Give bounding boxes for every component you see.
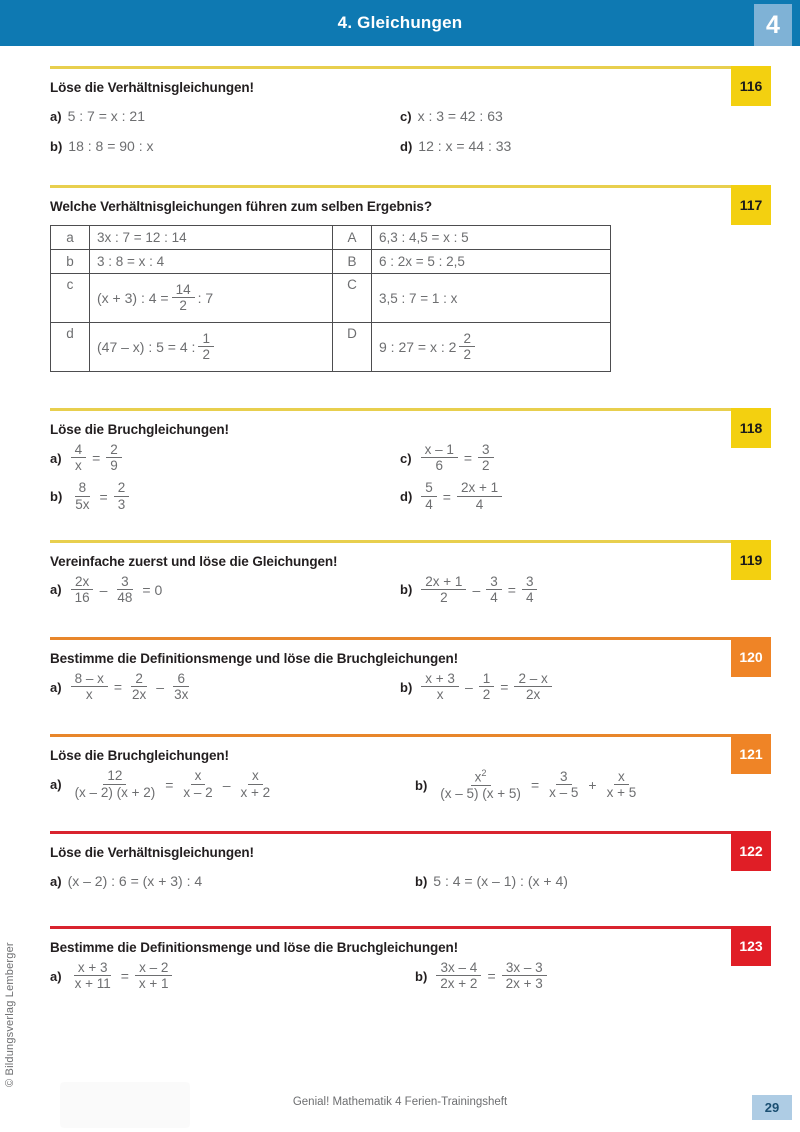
denominator: x xyxy=(85,687,93,703)
fraction xyxy=(486,575,502,605)
denominator: 4 xyxy=(425,496,433,512)
numerator: 8 xyxy=(75,481,91,496)
numerator: 14 xyxy=(172,283,195,298)
denominator: 2 xyxy=(482,687,491,703)
exercise-123 xyxy=(50,926,770,991)
fraction xyxy=(522,575,538,605)
item-d xyxy=(400,481,750,511)
item-b xyxy=(50,131,400,161)
exercise-prompt: Löse die Bruchgleichungen! xyxy=(50,422,229,437)
copyright-vertical-text: © Bildungsverlag Lemberger xyxy=(4,942,16,1087)
page-title: 4. Gleichungen xyxy=(337,13,463,32)
equals-sign: = xyxy=(99,488,108,505)
fraction xyxy=(179,769,216,799)
numerator: 5 xyxy=(421,481,437,496)
row-key-left: b xyxy=(51,250,90,274)
denominator: 2x + 2 xyxy=(440,976,478,992)
item-row xyxy=(50,131,770,161)
exercise-prompt: Löse die Verhältnisgleichungen! xyxy=(50,845,254,861)
denominator: 48 xyxy=(117,589,133,605)
row-key-right: D xyxy=(333,323,372,372)
fraction xyxy=(113,575,136,605)
fraction xyxy=(421,481,437,511)
table-row xyxy=(51,323,611,372)
numerator: 3 xyxy=(486,575,502,590)
exercise-117 xyxy=(50,185,770,372)
item-label: d) xyxy=(400,138,413,154)
item-expression xyxy=(433,961,550,991)
item-b xyxy=(50,481,400,511)
item-a xyxy=(50,961,415,991)
minus-sign: – xyxy=(156,679,165,696)
item-expression xyxy=(68,443,125,473)
row-value-left xyxy=(90,323,333,372)
expr-part: 9 : 27 = x : 2 xyxy=(379,339,457,355)
fraction xyxy=(71,481,93,511)
exercise-prompt: Bestimme die Definitionsmenge und löse die Bruchgleichungen! xyxy=(50,940,459,956)
numerator: 1 xyxy=(198,332,214,347)
numerator: 2x + 1 xyxy=(421,575,466,590)
exponent: 2 xyxy=(481,768,487,779)
denominator: 2 xyxy=(463,347,471,362)
fraction xyxy=(128,672,150,702)
item-a xyxy=(50,769,415,799)
minus-sign: – xyxy=(472,581,481,598)
equals-sign: = xyxy=(165,776,174,793)
item-row xyxy=(50,481,770,511)
fraction xyxy=(198,332,214,362)
denominator: x – 5 xyxy=(549,785,579,801)
fraction xyxy=(421,443,458,473)
item-expression xyxy=(68,481,132,511)
equals-sign: = xyxy=(442,488,451,505)
item-label: b) xyxy=(50,138,63,154)
denominator: 3 xyxy=(117,496,126,512)
denominator: x + 1 xyxy=(138,976,169,992)
exercise-items xyxy=(50,99,770,161)
item-label: b) xyxy=(415,777,428,793)
denominator: 3x xyxy=(174,687,189,703)
denominator: 2 xyxy=(179,298,187,313)
row-value-left: 3x : 7 = 12 : 14 xyxy=(90,226,333,250)
numerator: 2 xyxy=(131,672,147,687)
item-label: c) xyxy=(400,108,412,124)
item-a xyxy=(50,672,400,702)
fraction xyxy=(172,283,195,313)
numerator: 2 – x xyxy=(514,672,551,687)
denominator: x xyxy=(436,687,444,703)
minus-sign: – xyxy=(222,776,231,793)
fraction xyxy=(421,575,466,605)
item-b xyxy=(415,866,765,896)
denominator: (x – 2) (x + 2) xyxy=(74,784,156,800)
exercise-number-badge: 121 xyxy=(731,734,771,774)
denominator: 2 xyxy=(482,458,490,474)
exercise-number-badge: 123 xyxy=(731,926,771,966)
exercise-items xyxy=(50,441,770,512)
equals-sign: = xyxy=(530,777,540,794)
numerator: x + 3 xyxy=(421,672,459,687)
denominator: 4 xyxy=(475,496,484,512)
item-d xyxy=(400,131,750,161)
numerator: 3 xyxy=(522,575,538,590)
exercise-prompt: Bestimme die Definitionsmenge und löse die Bruchgleichungen! xyxy=(50,651,459,667)
expression xyxy=(97,332,325,362)
exercise-items xyxy=(50,670,770,702)
item-b xyxy=(415,769,765,801)
exercise-121 xyxy=(50,734,770,801)
fraction xyxy=(106,443,122,473)
item-expression xyxy=(418,575,540,605)
denominator: 2 xyxy=(202,347,210,362)
numerator: x – 1 xyxy=(421,443,458,458)
exercise-116 xyxy=(50,66,770,161)
numerator: 3x – 3 xyxy=(502,961,547,976)
exercise-items xyxy=(50,573,770,605)
fraction xyxy=(135,961,173,991)
exercise-number-badge: 118 xyxy=(731,408,771,448)
numerator: 2 xyxy=(114,481,130,496)
table-row xyxy=(51,274,611,323)
item-label: a) xyxy=(50,108,62,124)
item-expression: 12 : x = 44 : 33 xyxy=(418,138,512,154)
numerator: x xyxy=(614,770,629,785)
exercise-120 xyxy=(50,637,770,702)
exercise-items xyxy=(50,959,770,991)
fraction xyxy=(514,672,551,702)
exercise-118 xyxy=(50,408,770,512)
fraction xyxy=(114,481,130,511)
table-row xyxy=(51,226,611,250)
item-c xyxy=(400,101,750,131)
denominator: 4 xyxy=(525,589,534,605)
item-label: a) xyxy=(50,450,62,466)
item-expression xyxy=(68,575,166,605)
denominator: x xyxy=(74,458,82,474)
numerator: x xyxy=(191,769,206,784)
denominator: 2x xyxy=(525,687,541,703)
fraction xyxy=(478,443,494,473)
fraction xyxy=(436,961,481,991)
item-expression: (x – 2) : 6 = (x + 3) : 4 xyxy=(67,873,203,890)
item-expression xyxy=(68,961,176,991)
item-a xyxy=(50,866,415,896)
minus-sign: – xyxy=(464,679,473,696)
numerator: 3 xyxy=(478,443,494,458)
row-key-left: d xyxy=(51,323,90,372)
item-b xyxy=(415,961,765,991)
item-label: a) xyxy=(50,777,62,793)
item-expression: 18 : 8 = 90 : x xyxy=(68,138,154,154)
fraction xyxy=(170,672,192,702)
expression xyxy=(97,283,325,313)
denominator: 9 xyxy=(110,458,118,474)
item-row xyxy=(50,866,770,896)
equals-sign: = xyxy=(120,968,129,985)
row-value-left: 3 : 8 = x : 4 xyxy=(90,250,333,274)
fraction xyxy=(545,770,582,800)
item-row xyxy=(50,443,770,473)
numerator: 4 xyxy=(71,443,87,458)
plus-sign: + xyxy=(588,777,597,794)
item-label: a) xyxy=(50,582,62,598)
item-row xyxy=(50,101,770,131)
numerator: 2x + 1 xyxy=(457,481,502,496)
row-key-left: c xyxy=(51,274,90,323)
item-expression xyxy=(418,481,505,511)
equals-sign: = xyxy=(92,450,101,467)
equals-sign: = xyxy=(507,581,516,598)
item-b xyxy=(400,575,750,605)
item-label: b) xyxy=(400,582,413,598)
fraction xyxy=(71,769,160,799)
numerator: x + 3 xyxy=(74,961,112,976)
item-expression xyxy=(68,769,278,799)
row-value-right xyxy=(372,323,611,372)
matching-table xyxy=(50,225,611,372)
denominator: 4 xyxy=(490,589,498,605)
item-expression xyxy=(68,672,196,702)
exercise-119 xyxy=(50,540,770,605)
numerator: 3 xyxy=(556,770,572,785)
row-value-right: 6,3 : 4,5 = x : 5 xyxy=(372,226,611,250)
row-value-right: 6 : 2x = 5 : 2,5 xyxy=(372,250,611,274)
fraction xyxy=(436,769,525,801)
item-a xyxy=(50,101,400,131)
item-expression xyxy=(418,672,554,702)
exercise-122 xyxy=(50,831,770,896)
exercise-number-badge: 122 xyxy=(731,831,771,871)
item-label: b) xyxy=(415,873,428,889)
page-number-badge: 29 xyxy=(752,1095,792,1120)
denominator: 2 xyxy=(440,589,448,605)
numerator: 6 xyxy=(173,672,189,687)
item-row xyxy=(50,672,770,702)
exercise-prompt: Vereinfache zuerst und löse die Gleichungen! xyxy=(50,553,338,569)
row-key-left: a xyxy=(51,226,90,250)
equals-sign: = xyxy=(487,968,496,985)
numerator xyxy=(471,769,491,786)
fraction xyxy=(603,770,641,800)
worksheet-body xyxy=(50,66,770,998)
item-row xyxy=(50,575,770,605)
item-row xyxy=(50,769,770,801)
item-label: d) xyxy=(400,489,413,505)
fraction xyxy=(502,961,547,991)
denominator: x + 11 xyxy=(74,976,111,992)
fraction xyxy=(71,961,115,991)
fraction xyxy=(71,672,108,702)
exercise-number-badge: 120 xyxy=(731,637,771,677)
numerator: x – 2 xyxy=(135,961,172,976)
denominator: x + 2 xyxy=(240,784,271,800)
item-expression: 5 : 7 = x : 21 xyxy=(67,108,145,124)
denominator: x – 2 xyxy=(183,784,213,800)
fraction xyxy=(421,672,459,702)
denominator: x + 5 xyxy=(606,785,637,801)
expression xyxy=(379,332,603,362)
item-label: a) xyxy=(50,873,62,889)
row-key-right: B xyxy=(333,250,372,274)
item-label: a) xyxy=(50,679,62,695)
item-label: b) xyxy=(415,968,428,984)
item-a xyxy=(50,575,400,605)
item-label: b) xyxy=(400,679,413,695)
exercise-items xyxy=(50,767,770,801)
denominator: (x – 5) (x + 5) xyxy=(440,786,521,802)
exercise-prompt: Löse die Bruchgleichungen! xyxy=(50,748,229,764)
item-expression xyxy=(418,443,497,473)
fraction xyxy=(71,443,87,473)
table-row xyxy=(51,250,611,274)
row-key-right: A xyxy=(333,226,372,250)
denominator: 5x xyxy=(75,496,90,512)
exercise-number-badge: 117 xyxy=(731,185,771,225)
item-label: c) xyxy=(400,450,412,466)
minus-sign: – xyxy=(99,581,108,598)
item-expression: x : 3 = 42 : 63 xyxy=(417,108,503,124)
numerator: 2 xyxy=(106,443,122,458)
numerator: x xyxy=(248,769,263,784)
numerator: 2x xyxy=(71,575,93,590)
item-expression xyxy=(433,769,643,801)
item-a xyxy=(50,443,400,473)
numerator: 12 xyxy=(103,769,126,784)
item-c xyxy=(400,443,750,473)
fraction xyxy=(457,481,502,511)
base: x xyxy=(474,769,482,785)
row-value-left xyxy=(90,274,333,323)
numerator: 2 xyxy=(459,332,475,347)
result-part: = 0 xyxy=(142,581,163,598)
fraction xyxy=(236,769,274,799)
exercise-prompt: Löse die Verhältnisgleichungen! xyxy=(50,80,254,95)
exercise-prompt: Welche Verhältnisgleichungen führen zum selben Ergebnis? xyxy=(50,199,432,214)
footer-title: Genial! Mathematik 4 Ferien-Trainingsheft xyxy=(292,1096,508,1108)
fraction xyxy=(479,672,495,702)
row-value-right: 3,5 : 7 = 1 : x xyxy=(372,274,611,323)
fraction xyxy=(459,332,475,362)
denominator: 16 xyxy=(74,589,90,605)
chapter-badge: 4 xyxy=(754,4,792,46)
item-expression: 5 : 4 = (x – 1) : (x + 4) xyxy=(433,873,568,890)
numerator: 8 – x xyxy=(71,672,108,687)
item-row xyxy=(50,961,770,991)
expr-part: (47 – x) : 5 = 4 : xyxy=(97,339,196,355)
expr-part: : 7 xyxy=(197,290,214,306)
exercise-number-badge: 119 xyxy=(731,540,771,580)
denominator: 2x + 3 xyxy=(505,976,543,992)
denominator: 2x xyxy=(132,687,147,703)
numerator: 1 xyxy=(479,672,495,687)
fraction xyxy=(71,575,94,605)
exercise-number-badge: 116 xyxy=(731,66,771,106)
denominator: 6 xyxy=(435,458,443,474)
numerator: 3x – 4 xyxy=(436,961,481,976)
equals-sign: = xyxy=(113,679,123,696)
expr-part: (x + 3) : 4 = xyxy=(97,290,169,306)
equals-sign: = xyxy=(463,450,473,467)
item-label: b) xyxy=(50,489,63,505)
exercise-items xyxy=(50,864,770,896)
item-label: a) xyxy=(50,968,62,984)
row-key-right: C xyxy=(333,274,372,323)
numerator: 3 xyxy=(117,575,133,590)
page-header xyxy=(0,0,800,46)
equals-sign: = xyxy=(500,679,509,696)
item-b xyxy=(400,672,750,702)
